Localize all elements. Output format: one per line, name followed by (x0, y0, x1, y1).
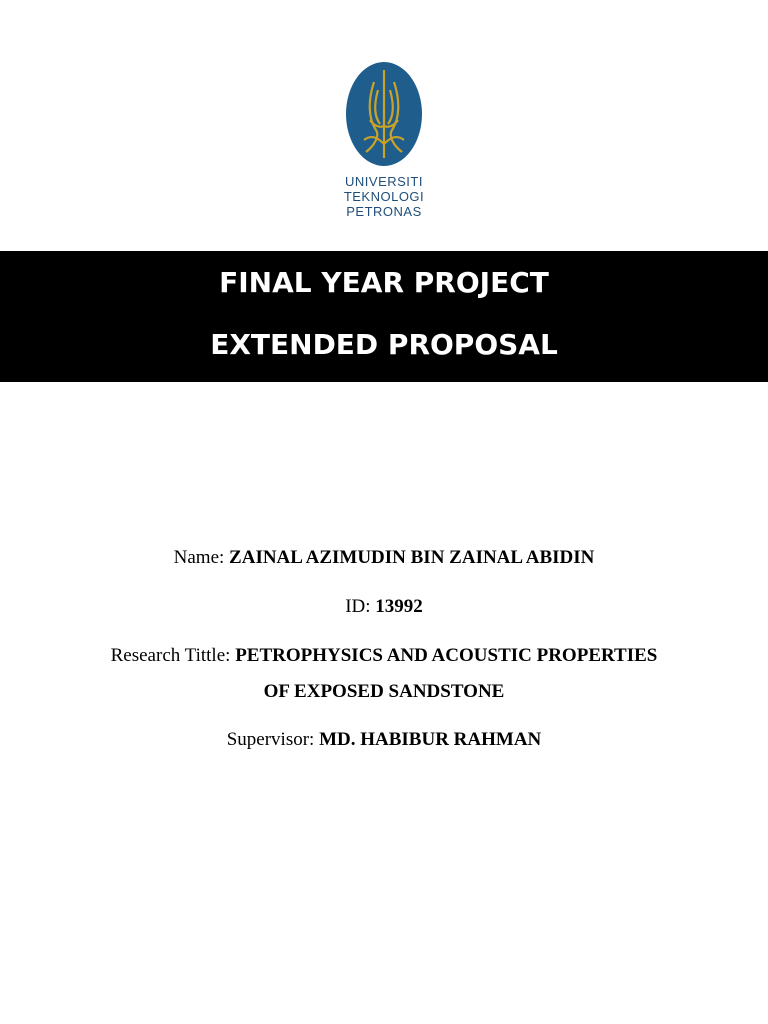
logo-line-universiti: UNIVERSITI (345, 174, 423, 189)
supervisor-label: Supervisor: (226, 729, 320, 750)
id-value: 13992 (375, 596, 423, 617)
id-label: ID: (345, 596, 376, 617)
student-id-row (0, 595, 768, 619)
supervisor-value: MD. HABIBUR RAHMAN (319, 729, 542, 750)
university-name (0, 174, 768, 219)
research-title-continuation (0, 680, 768, 704)
name-value: ZAINAL AZIMUDIN BIN ZAINAL ABIDIN (229, 547, 595, 568)
title-banner (0, 251, 768, 382)
research-title-value-line1: PETROPHYSICS AND ACOUSTIC PROPERTIES (235, 645, 658, 666)
logo-line-petronas: PETRONAS (346, 204, 422, 219)
utp-emblem-icon (344, 60, 424, 168)
research-title-row (0, 644, 768, 668)
banner-title-line2: EXTENDED PROPOSAL (210, 328, 558, 361)
supervisor-row (0, 728, 768, 752)
research-title-label: Research Tittle: (110, 645, 236, 666)
university-logo (0, 60, 768, 219)
logo-line-teknologi: TEKNOLOGI (343, 189, 425, 204)
student-name-row (0, 546, 768, 570)
research-title-value-line2: OF EXPOSED SANDSTONE (263, 681, 505, 702)
name-label: Name: (173, 547, 230, 568)
banner-title-line1: FINAL YEAR PROJECT (219, 266, 549, 299)
